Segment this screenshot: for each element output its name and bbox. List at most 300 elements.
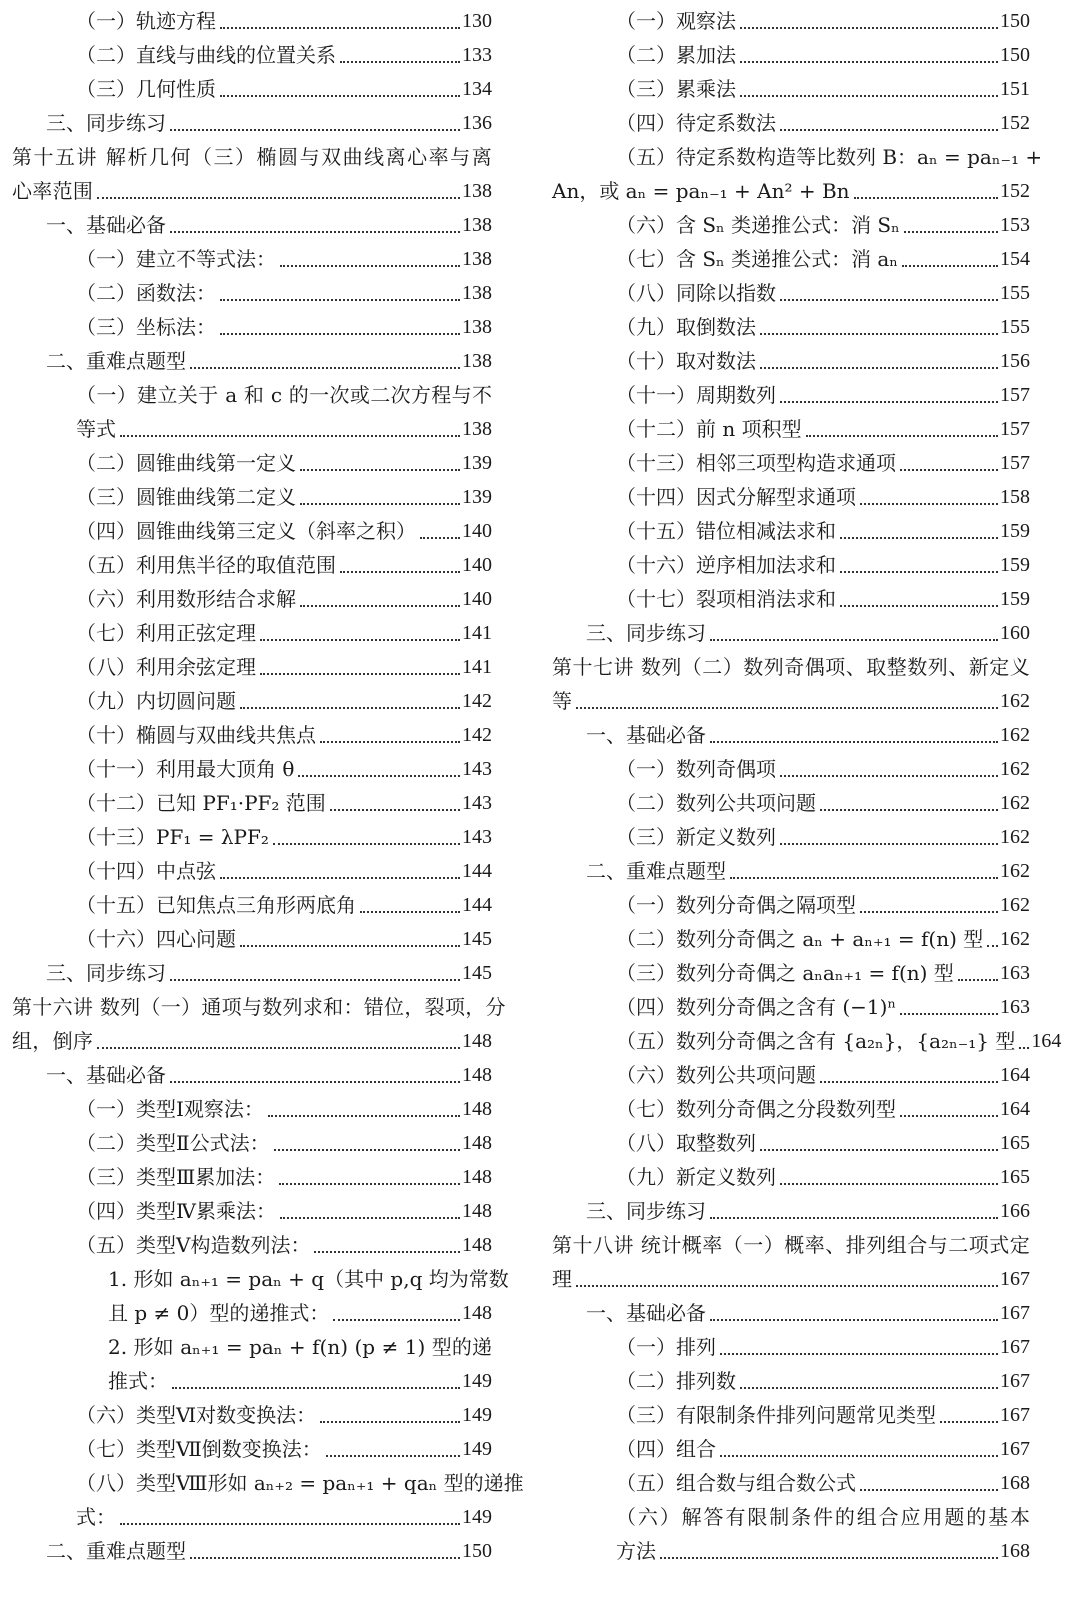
toc-entry-page: 162 <box>1000 792 1030 814</box>
toc-entry-title: An，或 aₙ = paₙ₋₁ + An² + Bn <box>552 179 850 203</box>
toc-entry[interactable] <box>552 1058 1030 1092</box>
toc-entry-title: （十）取对数法 <box>616 349 756 373</box>
toc-entry-page: 166 <box>1000 1200 1030 1222</box>
dot-leader <box>940 1421 998 1423</box>
toc-entry-page: 163 <box>1000 996 1030 1018</box>
toc-entry-title: （一）轨迹方程 <box>76 9 216 33</box>
toc-entry-page: 159 <box>1000 520 1030 542</box>
toc-entry-page: 167 <box>1000 1336 1030 1358</box>
toc-entry-page: 152 <box>1000 112 1030 134</box>
toc-entry-title: 一、基础必备 <box>586 723 706 747</box>
toc-right-column <box>552 4 1062 1568</box>
dot-leader <box>760 1149 998 1151</box>
toc-entry[interactable] <box>12 106 492 140</box>
toc-entry-title: （一）排列 <box>616 1335 716 1359</box>
toc-entry-page: 144 <box>462 860 492 882</box>
dot-leader <box>854 197 998 199</box>
toc-entry-title: （六）数列公共项问题 <box>616 1063 816 1087</box>
dot-leader <box>360 911 460 913</box>
toc-entry-page: 140 <box>462 554 492 576</box>
dot-leader <box>740 95 998 97</box>
toc-entry-page: 138 <box>462 350 492 372</box>
toc-entry[interactable] <box>12 242 492 276</box>
toc-entry-page: 138 <box>462 248 492 270</box>
toc-entry[interactable] <box>12 1126 492 1160</box>
dot-leader <box>710 639 998 641</box>
toc-entry-page: 165 <box>1000 1166 1030 1188</box>
dot-leader <box>170 231 460 233</box>
toc-entry[interactable] <box>12 38 492 72</box>
toc-entry-title: 且 p ≠ 0）型的递推式： <box>108 1301 330 1325</box>
toc-entry[interactable] <box>552 1024 1062 1058</box>
toc-entry[interactable] <box>12 480 492 514</box>
dot-leader <box>279 1183 460 1185</box>
toc-entry-title: 二、重难点题型 <box>46 1539 186 1563</box>
dot-leader <box>326 1455 460 1457</box>
toc-entry[interactable] <box>12 1534 492 1568</box>
dot-leader <box>576 1285 998 1287</box>
dot-leader <box>660 1557 998 1559</box>
dot-leader <box>420 537 460 539</box>
dot-leader <box>170 129 460 131</box>
toc-entry-page: 130 <box>462 10 492 32</box>
toc-entry-page: 167 <box>1000 1302 1030 1324</box>
dot-leader <box>780 1183 998 1185</box>
dot-leader <box>97 197 460 199</box>
toc-entry-title: （一）类型Ⅰ观察法： <box>76 1097 264 1121</box>
dot-leader <box>806 435 998 437</box>
toc-entry[interactable] <box>552 1194 1030 1228</box>
toc-entry-page: 142 <box>462 690 492 712</box>
toc-entry[interactable] <box>552 1296 1030 1330</box>
dot-leader <box>780 401 998 403</box>
toc-entry[interactable] <box>552 752 1030 786</box>
toc-entry-page: 149 <box>462 1404 492 1426</box>
toc-entry-title: （十）椭圆与双曲线共焦点 <box>76 723 316 747</box>
dot-leader <box>172 1387 460 1389</box>
toc-entry-page: 160 <box>1000 622 1030 644</box>
toc-entry[interactable] <box>552 1126 1030 1160</box>
toc-entry-title: （十四）因式分解型求通项 <box>616 485 856 509</box>
dot-leader <box>780 299 998 301</box>
toc-entry-page: 155 <box>1000 282 1030 304</box>
toc-entry[interactable] <box>12 4 492 38</box>
dot-leader <box>268 1115 460 1117</box>
dot-leader <box>240 707 460 709</box>
toc-entry-title: （三）数列分奇偶之 aₙaₙ₊₁ = f(n) 型 <box>616 961 954 985</box>
toc-entry-page: 157 <box>1000 384 1030 406</box>
toc-entry-title: （二）数列公共项问题 <box>616 791 816 815</box>
toc-entry-page: 142 <box>462 724 492 746</box>
toc-entry-title: （四）类型Ⅳ累乘法： <box>76 1199 276 1223</box>
toc-entry-title: （八）同除以指数 <box>616 281 776 305</box>
toc-entry[interactable] <box>12 888 492 922</box>
dot-leader <box>314 1251 460 1253</box>
toc-entry[interactable] <box>12 820 492 854</box>
dot-leader <box>860 503 998 505</box>
toc-entry-page: 145 <box>462 928 492 950</box>
toc-entry-title: （六）含 Sₙ 类递推公式：消 Sₙ <box>616 213 900 237</box>
toc-entry-page: 148 <box>462 1234 492 1256</box>
toc-entry-title: （八）利用余弦定理 <box>76 655 256 679</box>
toc-entry-page: 162 <box>1000 860 1030 882</box>
toc-entry[interactable] <box>12 72 492 106</box>
toc-entry-title: （五）组合数与组合数公式 <box>616 1471 856 1495</box>
dot-leader <box>300 469 460 471</box>
toc-entry-page: 139 <box>462 452 492 474</box>
toc-entry-page: 151 <box>1000 78 1030 100</box>
toc-entry-page: 152 <box>1000 180 1030 202</box>
toc-entry[interactable] <box>12 514 492 548</box>
toc-entry-title: （二）直线与曲线的位置关系 <box>76 43 336 67</box>
toc-entry[interactable] <box>552 480 1030 514</box>
toc-entry-page: 144 <box>462 894 492 916</box>
toc-entry-page: 167 <box>1000 1404 1030 1426</box>
toc-entry-title-line: （八）类型Ⅷ形如 aₙ₊₂ = paₙ₊₁ + qaₙ 型的递推 <box>76 1471 524 1495</box>
toc-entry[interactable] <box>552 4 1030 38</box>
toc-entry-title: （九）内切圆问题 <box>76 689 236 713</box>
dot-leader <box>298 775 460 777</box>
dot-leader <box>987 945 998 947</box>
toc-entry-page: 164 <box>1000 1098 1030 1120</box>
toc-entry-title: （十七）裂项相消法求和 <box>616 587 836 611</box>
toc-entry-title: （五）类型Ⅴ构造数列法： <box>76 1233 311 1257</box>
dot-leader <box>320 1421 460 1423</box>
toc-entry[interactable] <box>552 1364 1030 1398</box>
dot-leader <box>97 1047 460 1049</box>
toc-entry-page: 154 <box>1000 248 1030 270</box>
toc-entry-page: 138 <box>462 214 492 236</box>
toc-entry-page: 148 <box>462 1132 492 1154</box>
toc-entry-title-line: （五）待定系数构造等比数列 B：aₙ = paₙ₋₁ + <box>616 145 1043 169</box>
toc-entry-title: （十一）利用最大顶角 θ <box>76 757 295 781</box>
dot-leader <box>120 1523 460 1525</box>
dot-leader <box>300 605 460 607</box>
toc-entry-page: 138 <box>462 316 492 338</box>
toc-entry-title: （九）新定义数列 <box>616 1165 776 1189</box>
toc-left-column <box>12 4 524 1568</box>
dot-leader <box>170 979 460 981</box>
dot-leader <box>900 469 998 471</box>
toc-entry-title: （十五）已知焦点三角形两底角 <box>76 893 356 917</box>
toc-entry-title: 三、同步练习 <box>586 621 706 645</box>
toc-entry-title: （八）取整数列 <box>616 1131 756 1155</box>
toc-entry-page: 158 <box>1000 486 1030 508</box>
dot-leader <box>333 1319 460 1321</box>
toc-entry-page: 164 <box>1031 1030 1062 1052</box>
toc-entry[interactable] <box>552 446 1030 480</box>
toc-entry[interactable] <box>552 412 1030 446</box>
toc-entry[interactable] <box>552 514 1030 548</box>
dot-leader <box>740 27 998 29</box>
toc-entry[interactable] <box>552 1398 1030 1432</box>
toc-entry-page: 143 <box>462 792 492 814</box>
dot-leader <box>902 265 998 267</box>
toc-entry[interactable] <box>552 956 1030 990</box>
toc-entry[interactable] <box>12 1194 492 1228</box>
toc-entry[interactable] <box>552 1160 1030 1194</box>
toc-entry-title: 等 <box>552 689 573 713</box>
toc-entry[interactable] <box>12 140 492 208</box>
toc-entry-title-line: （六）解答有限制条件的组合应用题的基本 <box>616 1505 1030 1529</box>
toc-entry-title: 一、基础必备 <box>46 1063 166 1087</box>
toc-entry-title: 三、同步练习 <box>46 961 166 985</box>
dot-leader <box>280 1217 460 1219</box>
toc-entry-title: （十四）中点弦 <box>76 859 216 883</box>
toc-entry[interactable] <box>12 1262 509 1330</box>
toc-entry-page: 149 <box>462 1438 492 1460</box>
toc-entry-page: 167 <box>1000 1268 1030 1290</box>
toc-entry[interactable] <box>12 854 492 888</box>
toc-entry[interactable] <box>552 888 1030 922</box>
toc-entry[interactable] <box>12 650 492 684</box>
dot-leader <box>576 707 998 709</box>
dot-leader <box>958 979 998 981</box>
toc-entry[interactable] <box>552 820 1030 854</box>
toc-entry-title: （三）几何性质 <box>76 77 216 101</box>
toc-entry-page: 136 <box>462 112 492 134</box>
toc-entry-page: 167 <box>1000 1370 1030 1392</box>
toc-entry[interactable] <box>12 956 492 990</box>
toc-entry-title: （三）坐标法： <box>76 315 216 339</box>
toc-entry-page: 165 <box>1000 1132 1030 1154</box>
toc-entry-title: （六）利用数形结合求解 <box>76 587 296 611</box>
toc-entry[interactable] <box>552 718 1030 752</box>
toc-entry-page: 139 <box>462 486 492 508</box>
dot-leader <box>740 61 998 63</box>
toc-entry-page: 143 <box>462 758 492 780</box>
dot-leader <box>900 1013 998 1015</box>
toc-entry-page: 140 <box>462 520 492 542</box>
toc-entry-title: （十六）逆序相加法求和 <box>616 553 836 577</box>
toc-entry-title: （十五）错位相减法求和 <box>616 519 836 543</box>
toc-entry-page: 164 <box>1000 1064 1030 1086</box>
toc-entry-page: 162 <box>1000 826 1030 848</box>
toc-entry[interactable] <box>12 548 492 582</box>
toc-entry-page: 148 <box>462 1302 492 1324</box>
toc-entry[interactable] <box>552 344 1030 378</box>
toc-entry-title: （十三）相邻三项型构造求通项 <box>616 451 896 475</box>
toc-entry[interactable] <box>552 582 1030 616</box>
toc-entry-page: 145 <box>462 962 492 984</box>
toc-entry-title: （十三）PF₁ = λPF₂ <box>76 825 269 849</box>
toc-entry-title-line: 第十八讲 统计概率（一）概率、排列组合与二项式定 <box>552 1233 1030 1257</box>
toc-entry-page: 140 <box>462 588 492 610</box>
toc-entry[interactable] <box>12 1160 492 1194</box>
toc-entry-title: （三）圆锥曲线第二定义 <box>76 485 296 509</box>
toc-entry-page: 150 <box>1000 44 1030 66</box>
toc-entry[interactable] <box>552 854 1030 888</box>
toc-entry-page: 133 <box>462 44 492 66</box>
toc-entry[interactable] <box>12 1092 492 1126</box>
toc-entry-title: （四）圆锥曲线第三定义（斜率之积） <box>76 519 416 543</box>
toc-entry-title: （四）数列分奇偶之含有 (−1)ⁿ <box>616 995 897 1019</box>
toc-entry-title: （五）数列分奇偶之含有 {a₂ₙ}，{a₂ₙ₋₁} 型 <box>616 1029 1016 1053</box>
toc-entry[interactable] <box>12 718 492 752</box>
toc-entry-page: 163 <box>1000 962 1030 984</box>
dot-leader <box>260 673 460 675</box>
toc-entry[interactable] <box>12 786 492 820</box>
dot-leader <box>710 1319 998 1321</box>
toc-entry-page: 148 <box>462 1098 492 1120</box>
toc-entry-page: 159 <box>1000 588 1030 610</box>
toc-entry-page: 168 <box>1000 1540 1030 1562</box>
dot-leader <box>760 367 998 369</box>
dot-leader <box>820 809 998 811</box>
toc-entry-title: （十二）已知 PF₁·PF₂ 范围 <box>76 791 326 815</box>
toc-entry[interactable] <box>552 616 1030 650</box>
toc-entry[interactable] <box>552 650 1030 718</box>
dot-leader <box>274 1149 460 1151</box>
toc-entry-page: 150 <box>462 1540 492 1562</box>
dot-leader <box>840 537 998 539</box>
dot-leader <box>780 775 998 777</box>
toc-entry[interactable] <box>12 922 492 956</box>
dot-leader <box>730 877 998 879</box>
toc-entry-title: （三）类型Ⅲ累加法： <box>76 1165 276 1189</box>
toc-entry-page: 148 <box>462 1030 492 1052</box>
toc-entry-title: 心率范围 <box>12 179 94 203</box>
dot-leader <box>260 639 460 641</box>
toc-entry-title: 等式 <box>76 417 116 441</box>
toc-entry-title-line: （一）建立关于 a 和 c 的一次或二次方程与不 <box>76 383 492 407</box>
toc-entry-title: （十二）前 n 项积型 <box>616 417 802 441</box>
toc-entry-title: （三）新定义数列 <box>616 825 776 849</box>
dot-leader <box>720 1353 998 1355</box>
dot-leader <box>710 741 998 743</box>
toc-entry-page: 150 <box>1000 10 1030 32</box>
toc-entry[interactable] <box>12 1058 492 1092</box>
dot-leader <box>820 1081 998 1083</box>
toc-entry-title: （二）圆锥曲线第一定义 <box>76 451 296 475</box>
dot-leader <box>170 1081 460 1083</box>
toc-entry[interactable] <box>552 140 1043 208</box>
toc-entry[interactable] <box>552 72 1030 106</box>
toc-entry-title: （十一）周期数列 <box>616 383 776 407</box>
dot-leader <box>860 1489 998 1491</box>
toc-entry[interactable] <box>12 1398 492 1432</box>
toc-entry-page: 143 <box>462 826 492 848</box>
toc-entry-page: 148 <box>462 1064 492 1086</box>
toc-entry[interactable] <box>552 378 1030 412</box>
dot-leader <box>710 1217 998 1219</box>
toc-entry-title: （二）数列分奇偶之 aₙ + aₙ₊₁ = f(n) 型 <box>616 927 984 951</box>
toc-entry-page: 141 <box>462 656 492 678</box>
toc-entry-page: 149 <box>462 1370 492 1392</box>
toc-entry[interactable] <box>552 786 1030 820</box>
toc-entry-page: 157 <box>1000 418 1030 440</box>
toc-entry[interactable] <box>12 1228 492 1262</box>
dot-leader <box>220 27 460 29</box>
toc-entry-page: 141 <box>462 622 492 644</box>
toc-entry[interactable] <box>12 1330 492 1398</box>
toc-entry-title: （二）累加法 <box>616 43 736 67</box>
toc-entry[interactable] <box>12 1466 524 1534</box>
toc-entry-page: 148 <box>462 1166 492 1188</box>
toc-entry[interactable] <box>552 1092 1030 1126</box>
toc-entry-page: 157 <box>1000 452 1030 474</box>
toc-entry-page: 138 <box>462 180 492 202</box>
toc-entry[interactable] <box>12 1432 492 1466</box>
toc-entry-title: （三）累乘法 <box>616 77 736 101</box>
dot-leader <box>860 911 998 913</box>
toc-entry-title-line: 第十五讲 解析几何（三）椭圆与双曲线离心率与离 <box>12 145 492 169</box>
toc-entry-page: 162 <box>1000 758 1030 780</box>
dot-leader <box>340 61 460 63</box>
toc-entry-title: 组，倒序 <box>12 1029 94 1053</box>
toc-entry[interactable] <box>12 344 492 378</box>
toc-entry[interactable] <box>12 684 492 718</box>
toc-entry[interactable] <box>12 378 492 446</box>
toc-entry-title: （九）取倒数法 <box>616 315 756 339</box>
toc-entry-title: 理 <box>552 1267 573 1291</box>
toc-entry-page: 167 <box>1000 1438 1030 1460</box>
toc-entry-title: （二）函数法： <box>76 281 216 305</box>
toc-entry[interactable] <box>552 310 1030 344</box>
toc-entry-title: 推式： <box>108 1369 168 1393</box>
toc-entry[interactable] <box>552 242 1030 276</box>
dot-leader <box>273 843 460 845</box>
toc-entry-title: 方法 <box>616 1539 656 1563</box>
toc-entry[interactable] <box>552 1466 1030 1500</box>
dot-leader <box>330 809 460 811</box>
toc-entry-title: （七）含 Sₙ 类递推公式：消 aₙ <box>616 247 899 271</box>
toc-entry[interactable] <box>552 1432 1030 1466</box>
toc-entry-title: 三、同步练习 <box>46 111 166 135</box>
toc-entry[interactable] <box>552 1228 1030 1296</box>
toc-entry[interactable] <box>12 208 492 242</box>
toc-entry-title: （七）数列分奇偶之分段数列型 <box>616 1097 896 1121</box>
toc-entry-title: （七）利用正弦定理 <box>76 621 256 645</box>
toc-entry-page: 153 <box>1000 214 1030 236</box>
dot-leader <box>220 877 460 879</box>
toc-entry-title: （一）数列奇偶项 <box>616 757 776 781</box>
toc-entry[interactable] <box>12 990 506 1058</box>
toc-entry-title-line: 第十六讲 数列（一）通项与数列求和：错位，裂项，分 <box>12 995 506 1019</box>
toc-entry[interactable] <box>552 922 1030 956</box>
toc-entry-page: 138 <box>462 418 492 440</box>
dot-leader <box>320 741 460 743</box>
toc-entry[interactable] <box>12 446 492 480</box>
dot-leader <box>220 333 460 335</box>
toc-entry-title: （四）组合 <box>616 1437 716 1461</box>
toc-entry[interactable] <box>12 310 492 344</box>
toc-entry-title: （一）观察法 <box>616 9 736 33</box>
dot-leader <box>760 333 998 335</box>
toc-entry[interactable] <box>552 1330 1030 1364</box>
toc-entry[interactable] <box>552 1500 1030 1568</box>
toc-entry[interactable] <box>12 616 492 650</box>
toc-entry[interactable] <box>552 276 1030 310</box>
toc-entry[interactable] <box>552 990 1030 1024</box>
toc-entry[interactable] <box>552 208 1030 242</box>
toc-entry[interactable] <box>552 38 1030 72</box>
toc-entry-page: 168 <box>1000 1472 1030 1494</box>
toc-entry[interactable] <box>12 752 492 786</box>
toc-entry[interactable] <box>552 106 1030 140</box>
dot-leader <box>1019 1047 1029 1049</box>
toc-entry-title: （二）类型Ⅱ公式法： <box>76 1131 270 1155</box>
toc-entry[interactable] <box>552 548 1030 582</box>
dot-leader <box>740 1387 998 1389</box>
dot-leader <box>720 1455 998 1457</box>
toc-entry-title: 三、同步练习 <box>586 1199 706 1223</box>
dot-leader <box>840 605 998 607</box>
toc-entry[interactable] <box>12 276 492 310</box>
dot-leader <box>900 1115 998 1117</box>
toc-entry[interactable] <box>12 582 492 616</box>
toc-entry-title: （一）建立不等式法： <box>76 247 276 271</box>
